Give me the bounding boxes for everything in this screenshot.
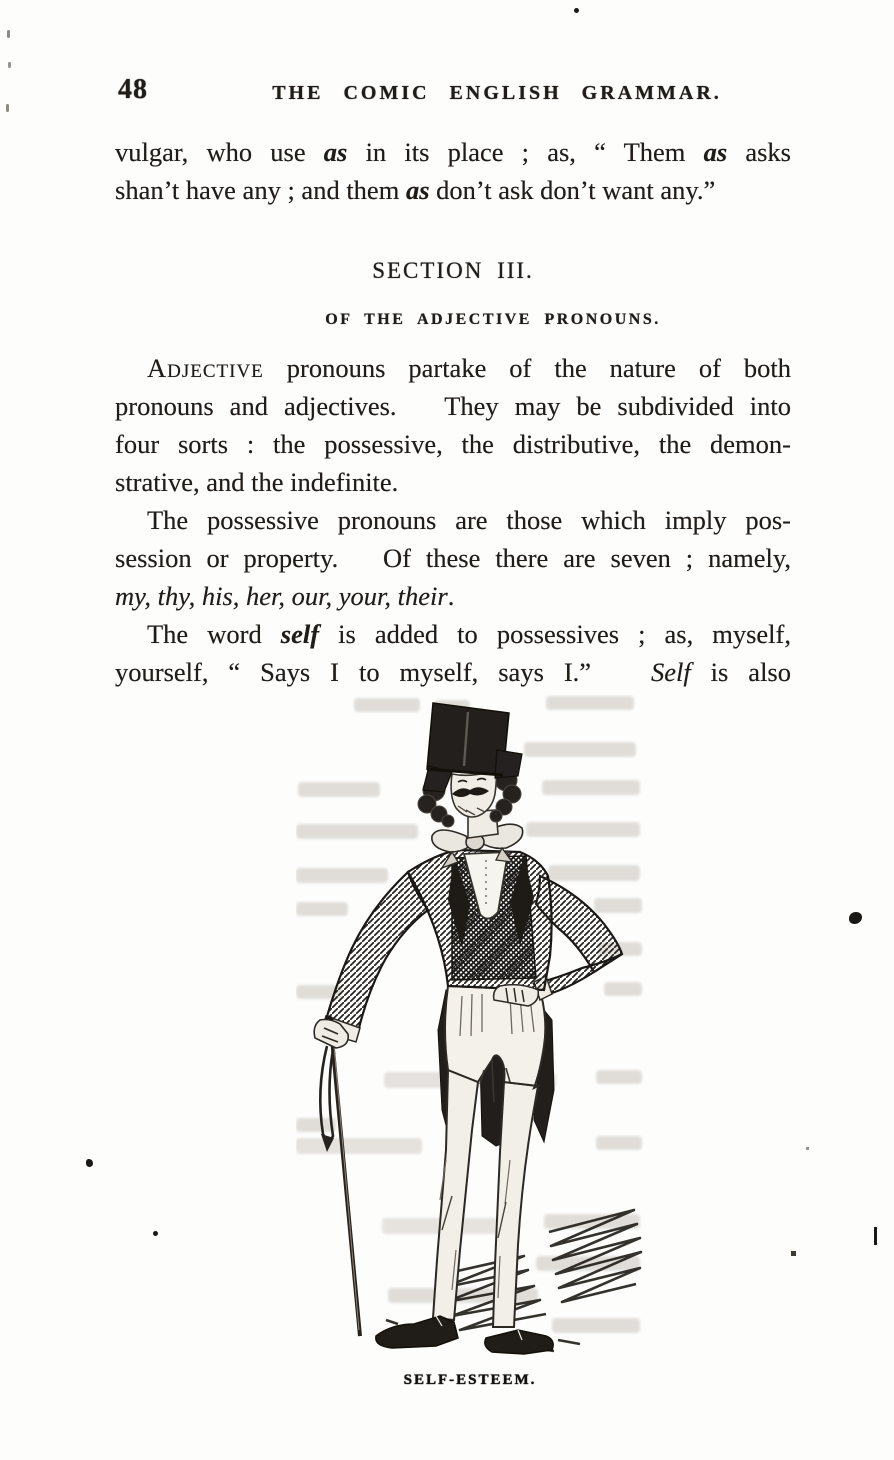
- text-line: [115, 653, 791, 691]
- ink-speck: [574, 8, 579, 13]
- ink-speck: [849, 912, 862, 924]
- text-run: self: [280, 619, 320, 649]
- section-subheading: OF THE ADJECTIVE PRONOUNS.: [325, 311, 661, 328]
- text-run: Self: [650, 657, 691, 687]
- text-run: don’t ask don’t want any.”: [429, 175, 716, 205]
- text-run: is also: [690, 657, 791, 687]
- text-line: [115, 349, 791, 387]
- text-run: my, thy, his, her, our, your, their: [115, 581, 448, 611]
- text-run: The possessive pronouns are those which imply pos-: [147, 505, 791, 535]
- text-run: as: [323, 137, 348, 167]
- ink-speck: [6, 104, 9, 112]
- text-run: strative, and the indefinite.: [115, 467, 399, 497]
- text-line: [115, 577, 791, 615]
- ink-speck: [874, 1227, 877, 1245]
- text-run: is added to possessives ; as, myself,: [319, 619, 791, 649]
- ink-speck: [791, 1251, 796, 1256]
- text-run: The word: [147, 619, 281, 649]
- text-run: pronouns partake of the nature of both: [263, 353, 791, 383]
- ink-speck: [86, 1159, 93, 1167]
- ink-speck: [7, 30, 10, 38]
- text-line: [115, 501, 791, 539]
- text-line: [115, 387, 791, 425]
- text-run: as: [405, 175, 430, 205]
- cane: [320, 1016, 360, 1337]
- text-run: session or property. Of these there are seven ; namely,: [115, 543, 791, 573]
- figure-caption: SELF-ESTEEM.: [403, 1372, 537, 1388]
- text-run: in its place ; as, “ Them: [347, 137, 704, 167]
- text-run: shan’t have any ; and them: [115, 175, 406, 205]
- text-run: asks: [727, 137, 791, 167]
- text-line: [115, 425, 791, 463]
- shoes: [376, 1316, 553, 1354]
- dandy-engraving: [296, 690, 646, 1380]
- ink-speck: [153, 1231, 158, 1236]
- text-line: [115, 133, 791, 171]
- text-run: yourself, “ Says I to myself, says I.”: [115, 657, 651, 687]
- text-run: .: [447, 581, 455, 611]
- ink-speck: [806, 1147, 809, 1150]
- paragraph: [115, 133, 791, 209]
- ink-speck: [8, 62, 11, 68]
- text-line: [115, 463, 791, 501]
- illustration-self-esteem: [296, 690, 646, 1380]
- text-line: [115, 539, 791, 577]
- running-title: THE COMIC ENGLISH GRAMMAR.: [272, 82, 722, 104]
- paragraph: [115, 615, 791, 691]
- text-run: four sorts : the possessive, the distributive, the demon-: [115, 429, 791, 459]
- text-run: vulgar, who use: [115, 137, 324, 167]
- page-number: 48: [118, 74, 148, 105]
- text-line: [115, 615, 791, 653]
- left-arm: [322, 872, 428, 1042]
- text-run: Adjective: [147, 353, 264, 383]
- text-run: as: [703, 137, 728, 167]
- section-heading: SECTION III.: [372, 258, 534, 283]
- text-line: [115, 171, 791, 209]
- paragraph: [115, 501, 791, 615]
- paragraph: [115, 349, 791, 501]
- text-run: pronouns and adjectives. They may be subdivided into: [115, 391, 791, 421]
